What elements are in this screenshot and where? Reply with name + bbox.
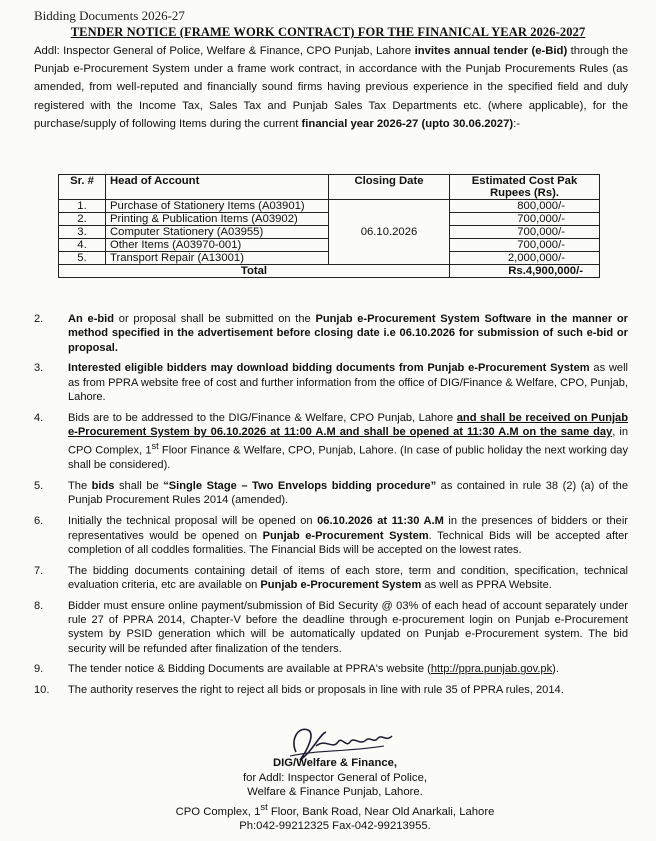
ppra-website-link[interactable]: http://ppra.punjab.gov.pk xyxy=(430,663,553,676)
p6-bold-b: 06.10.2026 at 11:30 A.M xyxy=(317,515,444,528)
col-header-closing-date: Closing Date xyxy=(329,175,450,200)
p2-bold-c: Punjab e-Procurement System Software in the manner or method specified in the advertisement before closing date i.e 06.10.2026 for submission of such e-bid or proposal. xyxy=(68,313,628,354)
p6-bold-d: Punjab e-Procurement System xyxy=(262,529,429,542)
p6-text-a: Initially the technical proposal will be opened on xyxy=(68,515,318,528)
notice-title: TENDER NOTICE (FRAME WORK CONTRACT) FOR THE FINANICAL YEAR 2026-2027 xyxy=(70,25,586,39)
paragraph-8 xyxy=(34,599,628,656)
paragraph-number: 9. xyxy=(34,663,44,676)
paragraph-number: 10. xyxy=(34,684,50,697)
intro-bold-1: invites annual tender (e-Bid) xyxy=(414,45,568,57)
signatory-address xyxy=(150,800,520,819)
signatory-title: DIG/Welfare & Finance, xyxy=(272,757,398,769)
p4-text-d: Floor Finance & Welfare, CPO, Punjab, Lahore. (In case of public holiday the next working day shall be considered). xyxy=(68,445,628,472)
paragraph-2 xyxy=(34,312,628,355)
paragraph-5 xyxy=(34,479,628,508)
row-amount: 2,000,000/- xyxy=(450,252,600,265)
paragraph-number: 3. xyxy=(34,362,44,375)
p6-text-c: in the presences of bidders or their representatives would be opened on xyxy=(68,515,628,542)
address-part-a: CPO Complex, 1 xyxy=(175,805,261,818)
paragraph-10 xyxy=(34,683,628,697)
row-head: Printing & Publication Items (A03902) xyxy=(106,213,329,226)
paragraph-number: 2. xyxy=(34,313,44,325)
paragraph-6 xyxy=(34,514,628,557)
row-amount: 700,000/- xyxy=(450,239,600,252)
p3-text-b: as well as from PPRA website free of cost and further information from the office of DIG/Finance & Welfare, CPO, Punjab, Lahore. xyxy=(68,362,628,403)
p7-text-a: The bidding documents containing detail of items of each store, term and condition, specification, technical evaluation criteria, etc are available on xyxy=(68,564,628,591)
p9-text-a: The tender notice & Bidding Documents are available at PPRA's website ( xyxy=(68,663,431,676)
p4-bold-underlined: and shall be received on Punjab e-Procurement System by 06.10.2026 at 11:00 A.M and shall be opened at 11:30 A.M on the same day xyxy=(68,411,628,439)
p5-text-c: shall be xyxy=(114,480,164,493)
p7-text-c: as well as PPRA Website. xyxy=(421,578,552,591)
p8-text-a: Bidder must ensure online payment/submission of Bid Security @ 03% of each head of account separately under rule 27 of PPRA 2014, Chapter-V before the deadline through e-procurement login on Punjab e-Procurement system by PSID generation which will be automatically updated on Punjab e-Procurement system. The bid security will be refunded after finalization of the tenders. xyxy=(68,599,628,655)
paragraph-number: 5. xyxy=(34,480,44,493)
p6-text-e: . Technical Bids will be accepted after completion of all coddles formalities. The Financial Bids will be accepted on the lowest rates. xyxy=(68,529,628,556)
p10-text-a: The authority reserves the right to reject all bids or proposals in line with rule 35 of PPRA rules, 2014. xyxy=(68,684,564,697)
paragraph-number: 4. xyxy=(34,411,44,424)
col-header-sr: Sr. # xyxy=(59,175,106,200)
p5-bold-b: bids xyxy=(91,480,115,493)
signatory-line-2: Welfare & Finance Punjab, Lahore. xyxy=(247,786,423,799)
intro-text-2: through the Punjab e-Procurement System under a frame work contract, in accordance with the Punjab Procurements Rules (as amended, from well-reputed and financially sound firms having previous experience in the specified field and duly registered with the Income Tax, Sales Tax and Punjab Sales Tax Departments etc. (where applicable), for the purchase/supply of following Items during the current xyxy=(34,45,629,130)
row-head: Computer Stationery (A03955) xyxy=(106,226,329,239)
address-part-b: Floor, Bank Road, Near Old Anarkali, Lahore xyxy=(267,805,495,818)
row-head: Purchase of Stationery Items (A03901) xyxy=(106,200,329,213)
p5-text-a: The xyxy=(68,480,92,493)
signatory-phone-fax: Ph:042-99212325 Fax-042-99213955. xyxy=(239,820,431,833)
document-header: Bidding Documents 2026-27 xyxy=(34,8,185,23)
p2-bold-a: An e-bid xyxy=(68,313,115,325)
intro-paragraph xyxy=(34,42,628,133)
row-amount: 700,000/- xyxy=(450,213,600,226)
row-sr: 2. xyxy=(59,213,106,226)
p3-bold-a: Interested eligible bidders may download bidding documents from Punjab e-Procurement System xyxy=(68,362,590,375)
total-amount: Rs.4,900,000/- xyxy=(450,265,600,278)
paragraph-3 xyxy=(34,361,628,404)
items-table xyxy=(58,174,600,278)
numbered-paragraphs xyxy=(34,312,628,704)
p5-text-e: as contained in rule 38 (2) (a) of the Punjab Procurement Rules 2014 (amended). xyxy=(68,480,628,507)
row-amount: 800,000/- xyxy=(450,200,600,213)
paragraph-number: 8. xyxy=(34,599,44,612)
table-header-row xyxy=(59,175,600,200)
p4-text-c: , in CPO Complex, 1 xyxy=(68,426,628,458)
p2-text-b: or proposal shall be submitted on the xyxy=(114,313,316,325)
table-row xyxy=(59,200,600,213)
col-header-estimated-cost: Estimated Cost Pak Rupees (Rs). xyxy=(450,175,600,200)
intro-text-3: :- xyxy=(513,117,521,130)
paragraph-9 xyxy=(34,662,628,676)
p4-superscript: st xyxy=(151,441,159,452)
p5-bold-d: “Single Stage – Two Envelops bidding procedure” xyxy=(163,480,437,493)
signature-block xyxy=(150,756,520,834)
paragraph-number: 7. xyxy=(34,564,44,577)
row-sr: 5. xyxy=(59,252,106,265)
table-total-row xyxy=(59,265,600,278)
intro-bold-2: financial year 2026-27 (upto 30.06.2027) xyxy=(301,117,514,130)
p4-text-a: Bids are to be addressed to the DIG/Finance & Welfare, CPO Punjab, Lahore xyxy=(68,411,457,424)
signatory-line-1: for Addl: Inspector General of Police, xyxy=(243,771,427,784)
paragraph-4 xyxy=(34,411,628,473)
row-sr: 1. xyxy=(59,200,106,213)
row-amount: 700,000/- xyxy=(450,226,600,239)
row-sr: 3. xyxy=(59,226,106,239)
closing-date-cell: 06.10.2026 xyxy=(329,200,450,265)
col-header-head: Head of Account xyxy=(106,175,329,200)
row-head: Transport Repair (A13001) xyxy=(106,252,329,265)
intro-text-1: Addl: Inspector General of Police, Welfare & Finance, CPO Punjab, Lahore xyxy=(34,45,415,57)
row-head: Other Items (A03970-001) xyxy=(106,239,329,252)
paragraph-number: 6. xyxy=(34,515,44,528)
p7-bold-b: Punjab e-Procurement System xyxy=(260,578,422,591)
p9-text-c: ). xyxy=(552,663,559,676)
address-superscript: st xyxy=(260,800,268,812)
total-label: Total xyxy=(59,265,450,278)
row-sr: 4. xyxy=(59,239,106,252)
paragraph-7 xyxy=(34,564,628,593)
